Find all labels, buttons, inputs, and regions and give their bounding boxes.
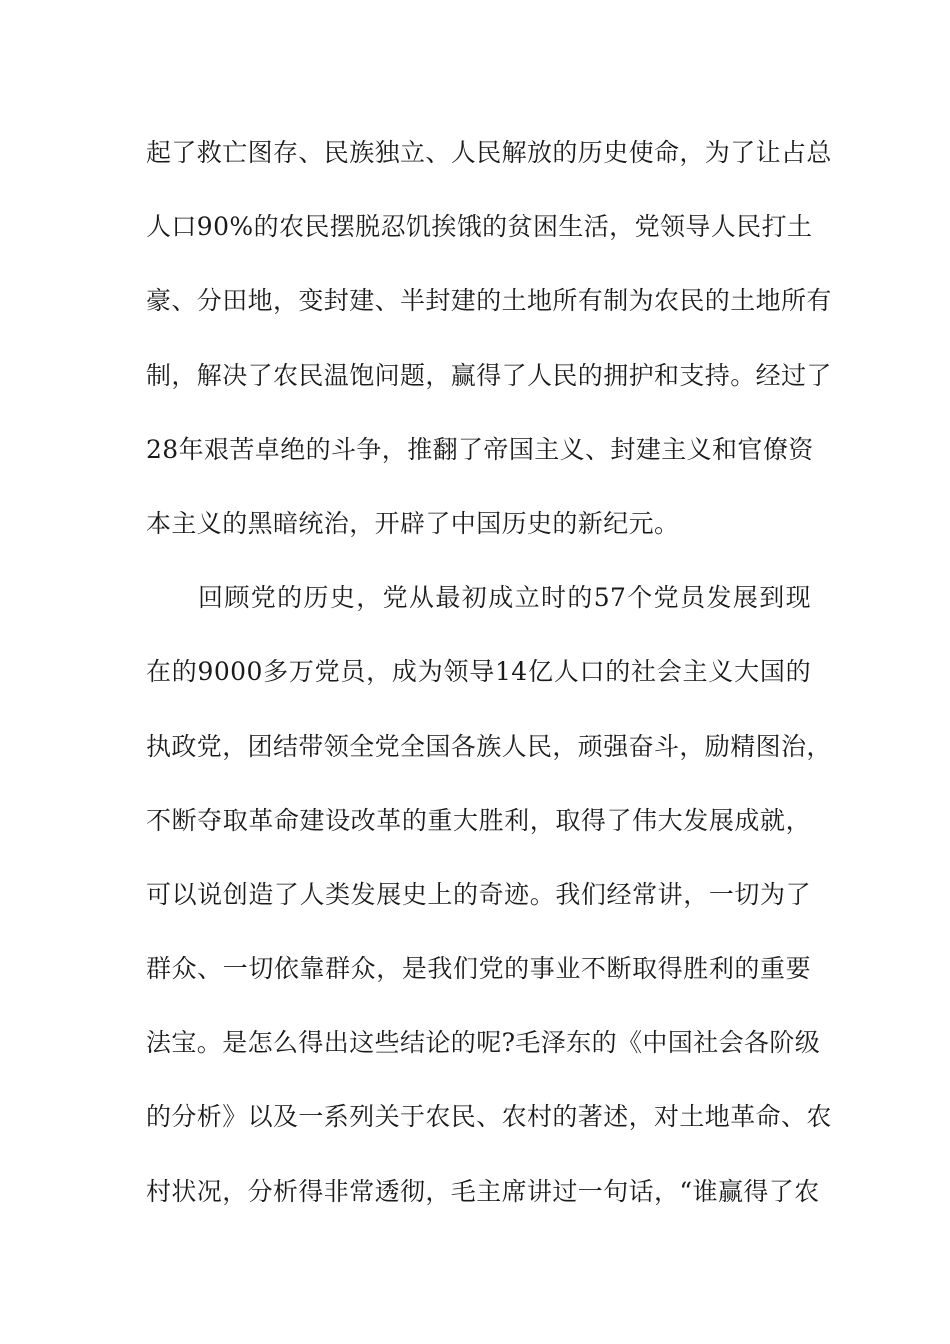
text-line: 村状况，分析得非常透彻，毛主席讲过一句话，“谁赢得了农 (146, 1176, 820, 1206)
text-line: 在的9000多万党员，成为领导14亿人口的社会主义大国的 (146, 657, 811, 687)
text-line: 豪、分田地，变封建、半封建的土地所有制为农民的土地所有 (146, 286, 832, 316)
text-line: 起了救亡图存、民族独立、人民解放的历史使命，为了让占总 (146, 138, 832, 167)
text-line: 群众、一切依靠群众，是我们党的事业不断取得胜利的重要 (146, 954, 811, 984)
text-line: 可以说创造了人类发展史上的奇迹。我们经常讲，一切为了 (146, 879, 811, 909)
text-line: 的分析》以及一系列关于农民、农村的著述，对土地革命、农 (146, 1102, 832, 1132)
paragraph-end-line: 本主义的黑暗统治，开辟了中国历史的新纪元。 (146, 508, 680, 538)
text-line: 人口90%的农民摆脱忍饥挨饿的贫困生活，党领导人民打土 (146, 212, 813, 242)
text-line: 不断夺取革命建设改革的重大胜利，取得了伟大发展成就， (146, 805, 811, 835)
body-text (146, 127, 832, 1240)
text-line: 28年艰苦卓绝的斗争，推翻了帝国主义、封建主义和官僚资 (146, 434, 814, 464)
text-line: 制，解决了农民温饱问题，赢得了人民的拥护和支持。经过了 (146, 360, 832, 390)
text-line: 法宝。是怎么得出这些结论的呢?毛泽东的《中国社会各阶级 (146, 1028, 821, 1058)
text-line: 执政党，团结带领全党全国各族人民，顽强奋斗，励精图治， (146, 731, 832, 761)
paragraph-start-line: 回顾党的历史，党从最初成立时的57个党员发展到现 (198, 583, 811, 613)
